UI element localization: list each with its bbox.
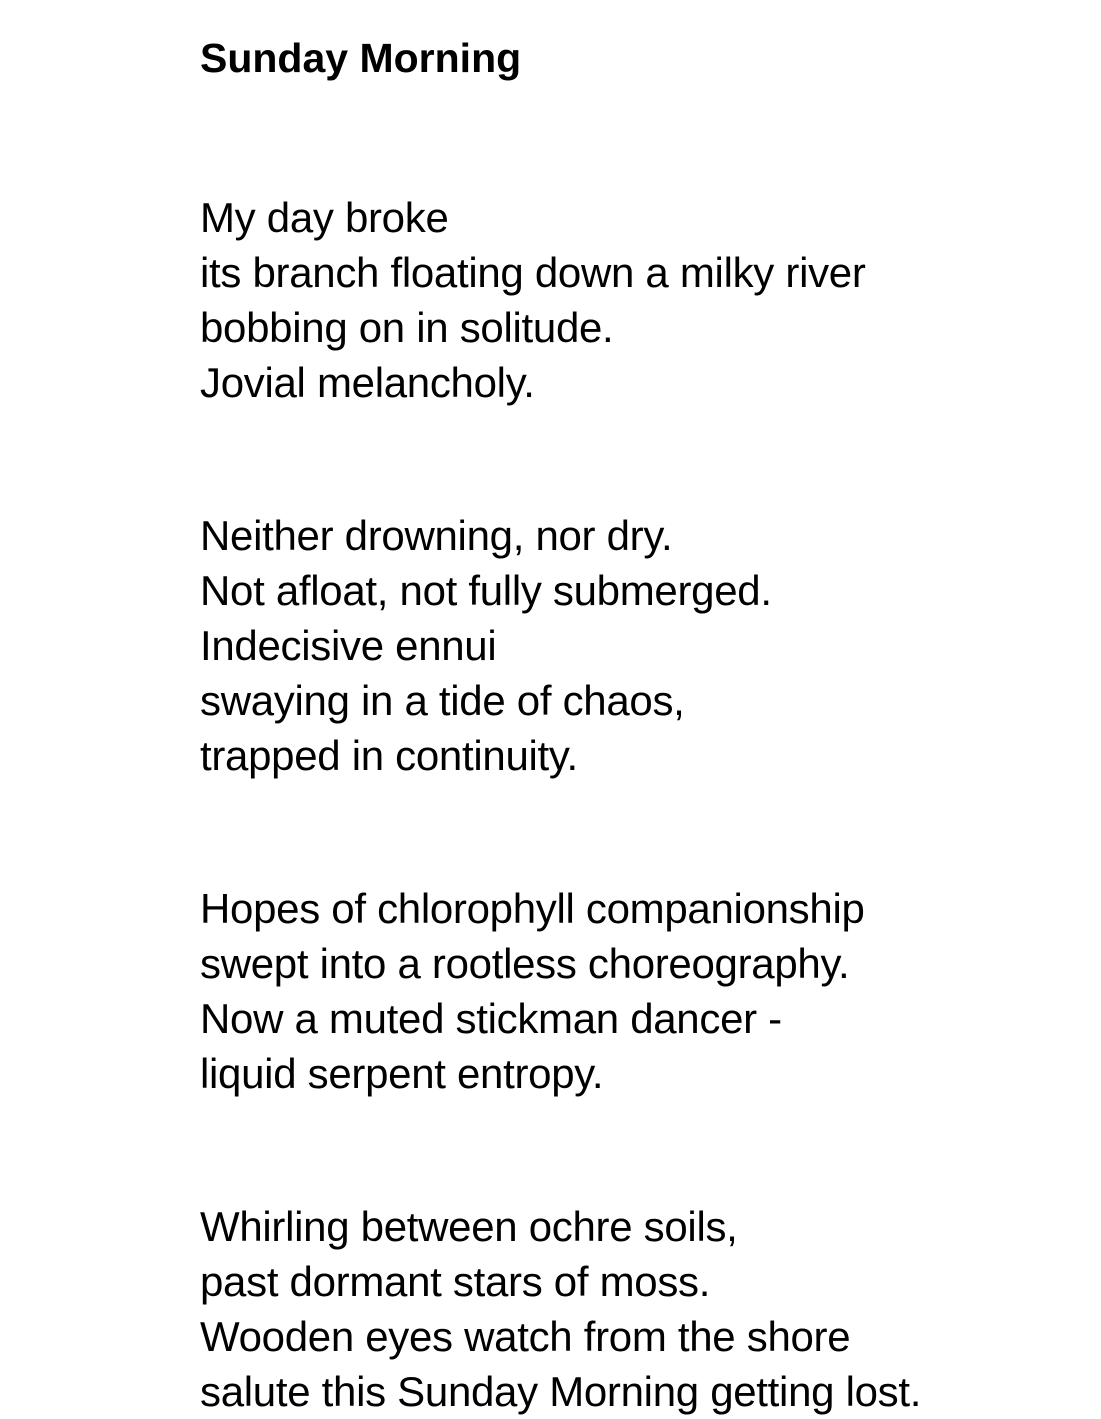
- poem-line: Neither drowning, nor dry.: [200, 512, 673, 559]
- poem-line: past dormant stars of moss.: [200, 1258, 711, 1305]
- poem-line: Indecisive ennui: [200, 622, 497, 669]
- poem-line: salute this Sunday Morning getting lost.: [200, 1368, 922, 1415]
- stanza-2: [200, 508, 1080, 783]
- stanza-3: [200, 881, 1080, 1101]
- poem-line: Now a muted stickman dancer -: [200, 995, 782, 1042]
- poem-line: its branch floating down a milky river: [200, 249, 866, 296]
- poem-line: My day broke: [200, 194, 449, 241]
- stanza-4: [200, 1199, 1080, 1419]
- poem-line: swept into a rootless choreography.: [200, 940, 850, 987]
- poem-line: trapped in continuity.: [200, 732, 578, 779]
- poem-line: Not afloat, not fully submerged.: [200, 567, 772, 614]
- poem-line: liquid serpent entropy.: [200, 1050, 604, 1097]
- poem-line: Jovial melancholy.: [200, 359, 535, 406]
- poem-line: Hopes of chlorophyll companionship: [200, 885, 865, 932]
- poem: [200, 30, 1080, 1419]
- poem-title: Sunday Morning: [200, 35, 522, 81]
- poem-line: swaying in a tide of chaos,: [200, 677, 685, 724]
- poem-line: Whirling between ochre soils,: [200, 1203, 738, 1250]
- stanza-1: [200, 190, 1080, 410]
- poem-line: bobbing on in solitude.: [200, 304, 614, 351]
- poem-line: Wooden eyes watch from the shore: [200, 1313, 851, 1360]
